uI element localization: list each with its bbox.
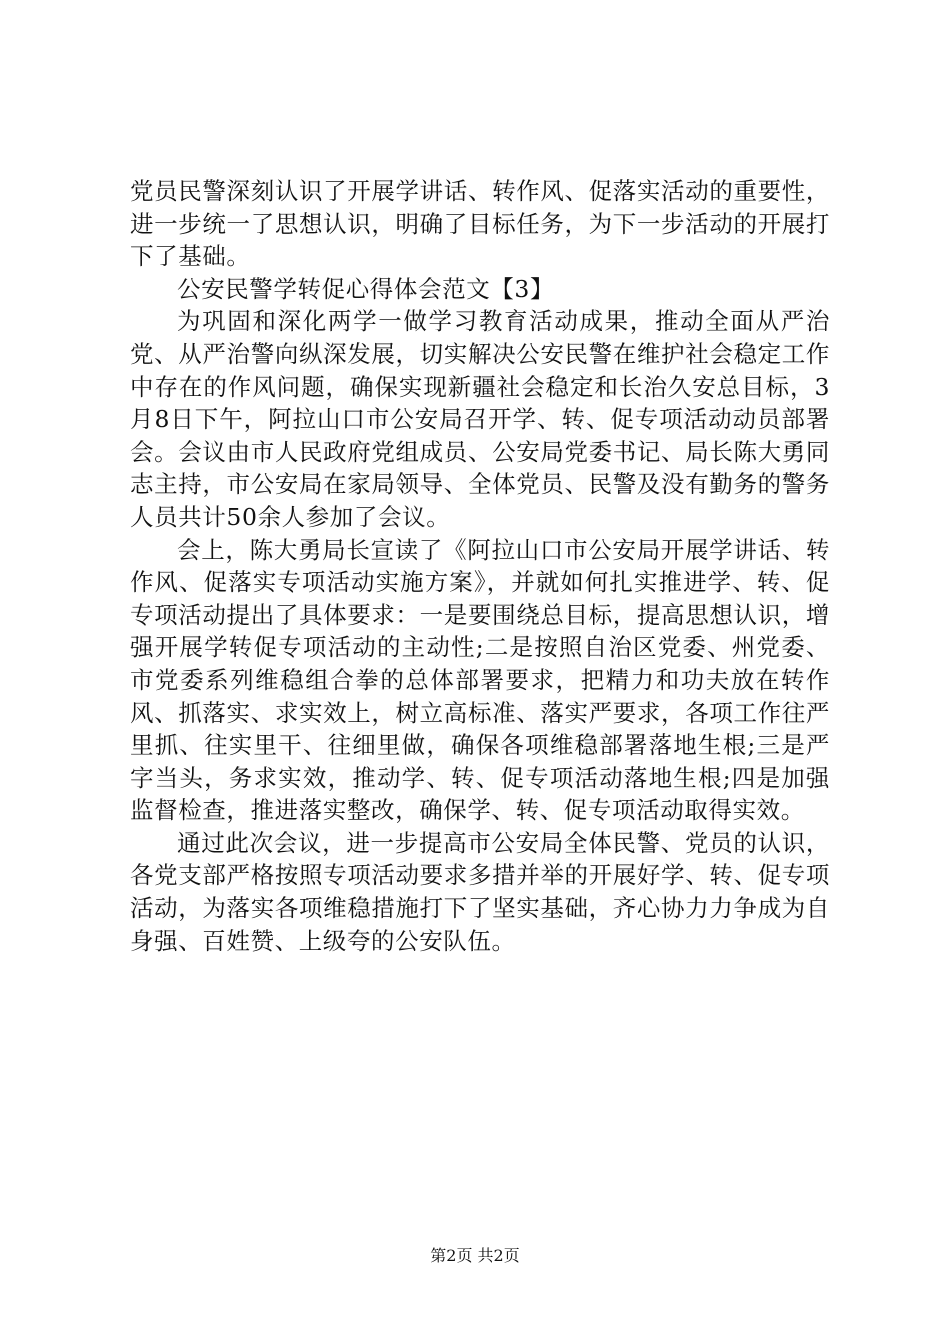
paragraph: 为巩固和深化两学一做学习教育活动成果，推动全面从严治党、从严治警向纵深发展，切实解决公安民警在维护社会稳定工作中存在的作风问题，确保实现新疆社会稳定和长治久安总目标，3月8日下午，阿拉山口市公安局召开学、转、促专项活动动员部署会。会议由市人民政府党组成员、公安局党委书记、局长陈大勇同志主持，市公安局在家局领导、全体党员、民警及没有勤务的警务人员共计50余人参加了会议。 (130, 307, 830, 531)
paragraph-continuation: 党员民警深刻认识了开展学讲话、转作风、促落实活动的重要性，进一步统一了思想认识，明确了目标任务，为下一步活动的开展打下了基础。 (130, 177, 830, 271)
page-number-footer: 第2页 共2页 (430, 1246, 520, 1265)
paragraph: 通过此次会议，进一步提高市公安局全体民警、党员的认识，各党支部严格按照专项活动要求多措并举的开展好学、转、促专项活动，为落实各项维稳措施打下了坚实基础，齐心协力力争成为自身强、百姓赞、上级夸的公安队伍。 (130, 828, 830, 955)
paragraph: 会上，陈大勇局长宣读了《阿拉山口市公安局开展学讲话、转作风、促落实专项活动实施方案》，并就如何扎实推进学、转、促专项活动提出了具体要求：一是要围绕总目标，提高思想认识，增强开展学转促专项活动的主动性;二是按照自治区党委、州党委、市党委系列维稳组合拳的总体部署要求，把精力和功夫放在转作风、抓落实、求实效上，树立高标准、落实严要求，各项工作往严里抓、往实里干、往细里做，确保各项维稳部署落地生根;三是严字当头，务求实效，推动学、转、促专项活动落地生根;四是加强监督检查，推进落实整改，确保学、转、促专项活动取得实效。 (130, 535, 830, 825)
section-heading: 公安民警学转促心得体会范文【3】 (177, 274, 555, 303)
document-body (130, 175, 830, 957)
